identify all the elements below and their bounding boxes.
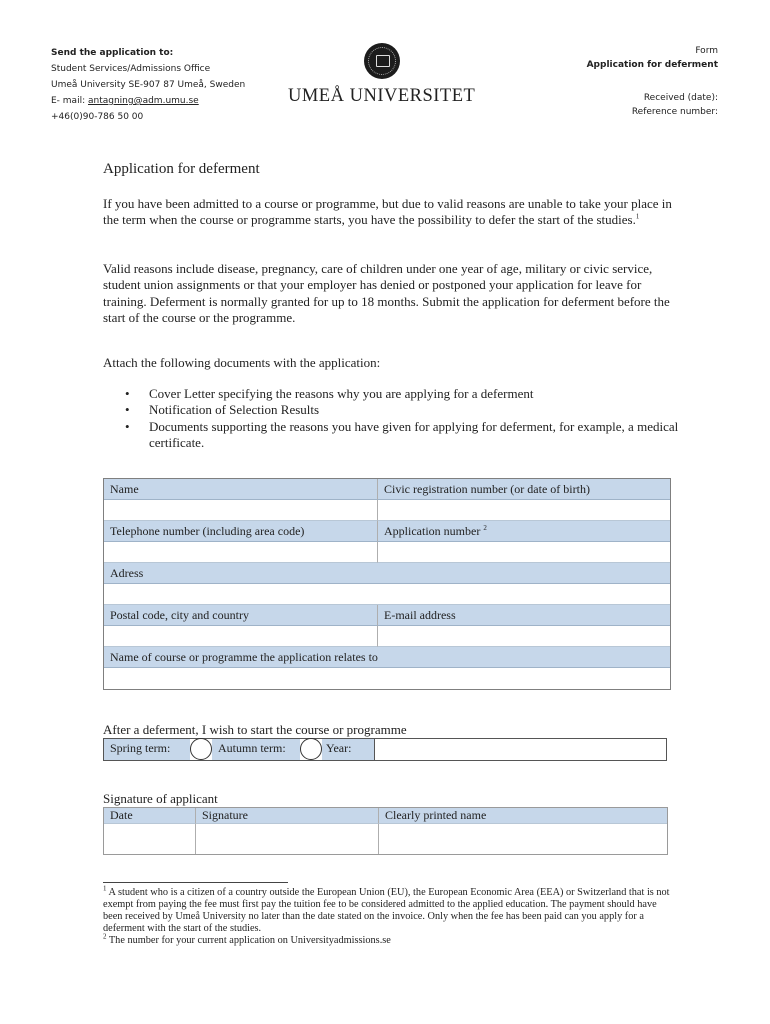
university-seal-logo — [364, 43, 400, 79]
footnote-2-text: The number for your current application on Universityadmissions.se — [108, 935, 391, 946]
form-title: Application for deferment — [586, 59, 718, 70]
footnotes — [103, 884, 673, 947]
name-label: Name — [104, 479, 378, 500]
autumn-term-radio-icon[interactable] — [300, 738, 322, 760]
course-name-field[interactable] — [104, 668, 670, 689]
valid-reasons-paragraph: Valid reasons include disease, pregnancy, care of children under one year of age, military or civic service, student union assignments or that your employer has denied or postponed your application for leave for training. Deferment is normally granted for up to 18 months. Submit the application for deferment before the start of the course or the programme. — [103, 261, 670, 325]
email-prefix: E- mail: — [51, 96, 88, 106]
start-heading: After a deferment, I wish to start the course or programme — [103, 722, 407, 737]
phone-number: +46(0)90-786 50 00 — [51, 112, 144, 122]
send-to-title: Send the application to: — [51, 48, 174, 58]
printed-name-field[interactable] — [379, 823, 667, 854]
name-field[interactable] — [104, 500, 378, 521]
email-address-label: E-mail address — [378, 605, 670, 626]
application-number-text: Application number — [384, 524, 481, 538]
list-item: • Documents supporting the reasons you have given for applying for deferment, for example, a medical certificate. — [149, 419, 719, 452]
intro-text: If you have been admitted to a course or programme, but due to valid reasons are unable to take your place in the term when the course or programme starts, you have the possibility to defer the start of the studies. — [103, 196, 672, 228]
email-link[interactable]: antagning@adm.umu.se — [87, 96, 199, 106]
civic-registration-field[interactable] — [378, 500, 670, 521]
signature-heading: Signature of applicant — [103, 791, 218, 806]
application-number-field[interactable] — [378, 542, 670, 563]
reference-number-label: Reference number: — [631, 106, 718, 117]
university-name: UMEÅ UNIVERSITET — [288, 86, 476, 106]
date-field[interactable] — [104, 823, 196, 854]
email-line — [51, 93, 245, 109]
application-number-label — [378, 521, 670, 542]
received-date-label: Received (date): — [643, 93, 718, 103]
printed-name-label: Clearly printed name — [379, 808, 667, 823]
civic-registration-label: Civic registration number (or date of birth) — [378, 479, 670, 500]
telephone-label: Telephone number (including area code) — [104, 521, 378, 542]
telephone-field[interactable] — [104, 542, 378, 563]
autumn-term-label: Autumn term: — [212, 739, 300, 760]
form-info-block — [587, 45, 718, 119]
attach-intro: Attach the following documents with the application: — [103, 355, 381, 370]
footnote-2 — [103, 932, 673, 947]
signature-table — [103, 807, 668, 855]
office-name: Student Services/Admissions Office — [51, 64, 211, 74]
footnote-1 — [103, 884, 673, 935]
signature-label: Signature — [196, 808, 379, 823]
footnote-divider — [103, 882, 288, 883]
address-label: Adress — [104, 563, 670, 584]
footnote-ref-1: 1 — [635, 212, 640, 221]
signature-field[interactable] — [196, 823, 379, 854]
intro-paragraph — [103, 196, 673, 229]
footnote-1-text: A student who is a citizen of a country outside the European Union (EU), the European Economic Area (EEA) or Switzerland that is not exempt from paying the fee must first pay the tuition fee to be considered admitted to the applied education. The payment should have been received by Umeå University no later than the date stated on the invoice. Only when the fee has been paid can you apply for a deferment with the start of the studies. — [103, 887, 670, 934]
postal-code-field[interactable] — [104, 626, 378, 647]
list-item: • Notification of Selection Results — [149, 402, 719, 418]
date-label: Date — [104, 808, 196, 823]
year-label: Year: — [322, 739, 374, 760]
applicant-details-table — [103, 478, 671, 690]
email-address-field[interactable] — [378, 626, 670, 647]
course-name-label: Name of course or programme the application relates to — [104, 647, 670, 668]
spring-term-radio-icon[interactable] — [190, 738, 212, 760]
start-term-row — [103, 738, 667, 761]
footnote-1-mark: 1 — [103, 884, 107, 893]
address-field[interactable] — [104, 584, 670, 605]
list-item: • Cover Letter specifying the reasons why you are applying for a deferment — [149, 386, 719, 402]
seal-emblem — [376, 55, 390, 67]
footnote-2-mark: 2 — [103, 932, 107, 941]
postal-code-label: Postal code, city and country — [104, 605, 378, 626]
postal-address: Umeå University SE-907 87 Umeå, Sweden — [51, 80, 246, 90]
form-label: Form — [695, 46, 718, 56]
year-field[interactable] — [374, 739, 666, 760]
footnote-ref-2: 2 — [483, 524, 487, 532]
send-to-block — [51, 45, 245, 125]
attachments-list — [103, 386, 719, 451]
spring-term-label: Spring term: — [104, 739, 190, 760]
page-title: Application for deferment — [103, 161, 260, 177]
